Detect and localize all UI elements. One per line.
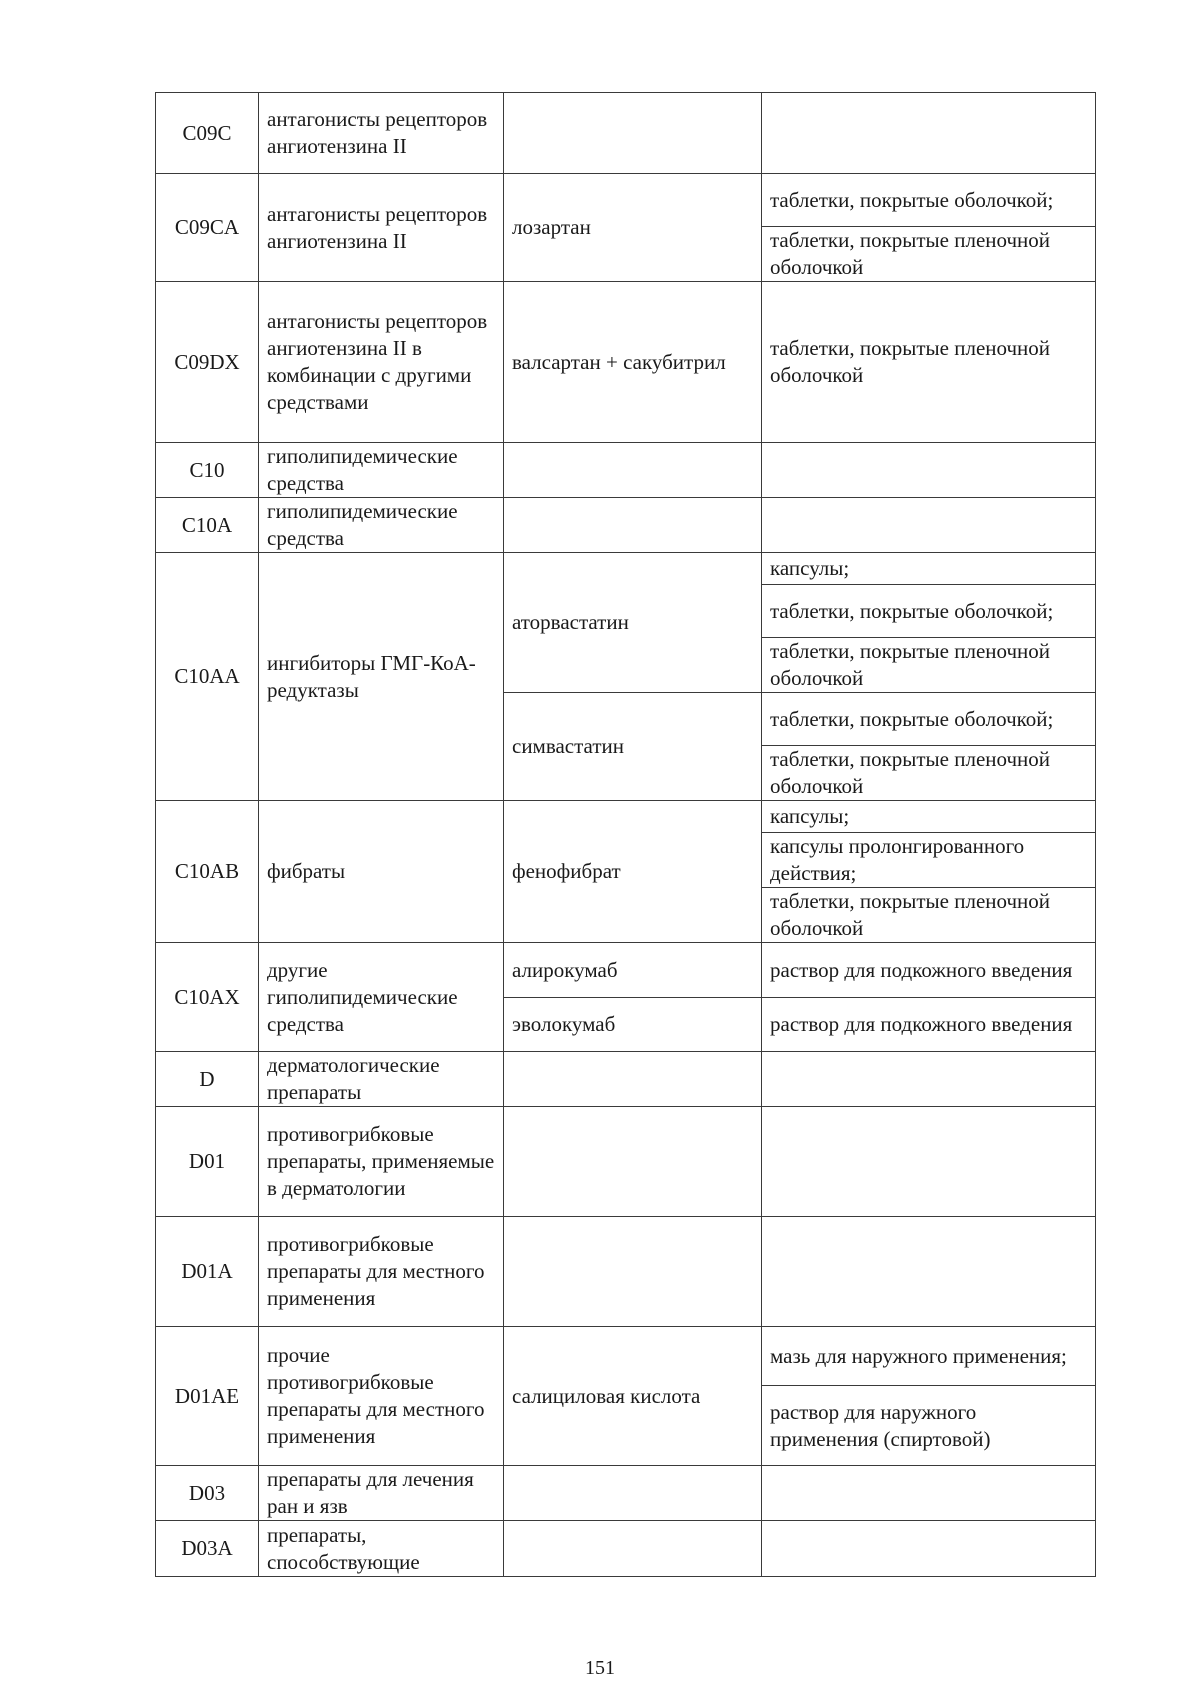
drug-name (504, 1521, 762, 1577)
dosage-form: таблетки, покрытые пленочной оболочкой (762, 888, 1096, 943)
group-name: гиполипидемические средства (259, 443, 504, 498)
drug-name: аторвастатин (504, 553, 762, 693)
dosage-form (762, 443, 1096, 498)
table-row (156, 174, 1096, 227)
table-row (156, 498, 1096, 553)
atc-code: D01A (156, 1217, 259, 1327)
dosage-form (762, 1466, 1096, 1521)
group-name: препараты, способствующие (259, 1521, 504, 1577)
drug-name (504, 498, 762, 553)
group-name: антагонисты рецепторов ангиотензина II (259, 174, 504, 282)
table-row (156, 282, 1096, 443)
group-name: фибраты (259, 801, 504, 943)
dosage-form: таблетки, покрытые пленочной оболочкой (762, 746, 1096, 801)
dosage-form: мазь для наружного применения; (762, 1327, 1096, 1386)
dosage-form: раствор для наружного применения (спиртовой) (762, 1386, 1096, 1466)
group-name: прочие противогрибковые препараты для местного применения (259, 1327, 504, 1466)
page-number: 151 (585, 1657, 615, 1679)
group-name: другие гиполипидемические средства (259, 943, 504, 1052)
dosage-form (762, 1521, 1096, 1577)
group-name: препараты для лечения ран и язв (259, 1466, 504, 1521)
atc-code: C10 (156, 443, 259, 498)
dosage-form: таблетки, покрытые оболочкой; (762, 693, 1096, 746)
atc-code: C09C (156, 93, 259, 174)
atc-code: D03A (156, 1521, 259, 1577)
dosage-form (762, 93, 1096, 174)
atc-code: D01AE (156, 1327, 259, 1466)
dosage-form: таблетки, покрытые оболочкой; (762, 174, 1096, 227)
atc-code: C10A (156, 498, 259, 553)
table-row (156, 801, 1096, 833)
drug-name: салициловая кислота (504, 1327, 762, 1466)
dosage-form: капсулы; (762, 553, 1096, 585)
drug-name (504, 93, 762, 174)
group-name: дерматологические препараты (259, 1052, 504, 1107)
dosage-form (762, 498, 1096, 553)
dosage-form: таблетки, покрытые пленочной оболочкой (762, 282, 1096, 443)
medicines-table (155, 92, 1096, 1577)
group-name: противогрибковые препараты для местного применения (259, 1217, 504, 1327)
dosage-form: капсулы; (762, 801, 1096, 833)
drug-name: алирокумаб (504, 943, 762, 998)
drug-name: симвастатин (504, 693, 762, 801)
dosage-form: капсулы пролонгированного действия; (762, 833, 1096, 888)
group-name: антагонисты рецепторов ангиотензина II в комбинации с другими средствами (259, 282, 504, 443)
atc-code: C09DX (156, 282, 259, 443)
group-name: ингибиторы ГМГ-КоА-редуктазы (259, 553, 504, 801)
atc-code: D (156, 1052, 259, 1107)
atc-code: D03 (156, 1466, 259, 1521)
table-row (156, 93, 1096, 174)
drug-name (504, 1466, 762, 1521)
dosage-form (762, 1107, 1096, 1217)
dosage-form: таблетки, покрытые оболочкой; (762, 585, 1096, 638)
group-name: антагонисты рецепторов ангиотензина II (259, 93, 504, 174)
drug-name: валсартан + сакубитрил (504, 282, 762, 443)
drug-name: фенофибрат (504, 801, 762, 943)
table-row (156, 553, 1096, 585)
table-row (156, 1107, 1096, 1217)
drug-name (504, 443, 762, 498)
atc-code: C10AB (156, 801, 259, 943)
dosage-form: таблетки, покрытые пленочной оболочкой (762, 227, 1096, 282)
table-row (156, 443, 1096, 498)
dosage-form (762, 1052, 1096, 1107)
table-row (156, 1217, 1096, 1327)
drug-name (504, 1052, 762, 1107)
drug-name: лозартан (504, 174, 762, 282)
atc-code: C10AX (156, 943, 259, 1052)
atc-code: C09CA (156, 174, 259, 282)
table-row (156, 1521, 1096, 1577)
group-name: гиполипидемические средства (259, 498, 504, 553)
table-row (156, 1466, 1096, 1521)
drug-name (504, 1107, 762, 1217)
group-name: противогрибковые препараты, применяемые в дерматологии (259, 1107, 504, 1217)
drug-name (504, 1217, 762, 1327)
dosage-form: раствор для подкожного введения (762, 943, 1096, 998)
dosage-form: таблетки, покрытые пленочной оболочкой (762, 638, 1096, 693)
drug-name: эволокумаб (504, 998, 762, 1052)
table-row (156, 1327, 1096, 1386)
dosage-form (762, 1217, 1096, 1327)
dosage-form: раствор для подкожного введения (762, 998, 1096, 1052)
atc-code: C10AA (156, 553, 259, 801)
table-row (156, 943, 1096, 998)
atc-code: D01 (156, 1107, 259, 1217)
table-row (156, 1052, 1096, 1107)
